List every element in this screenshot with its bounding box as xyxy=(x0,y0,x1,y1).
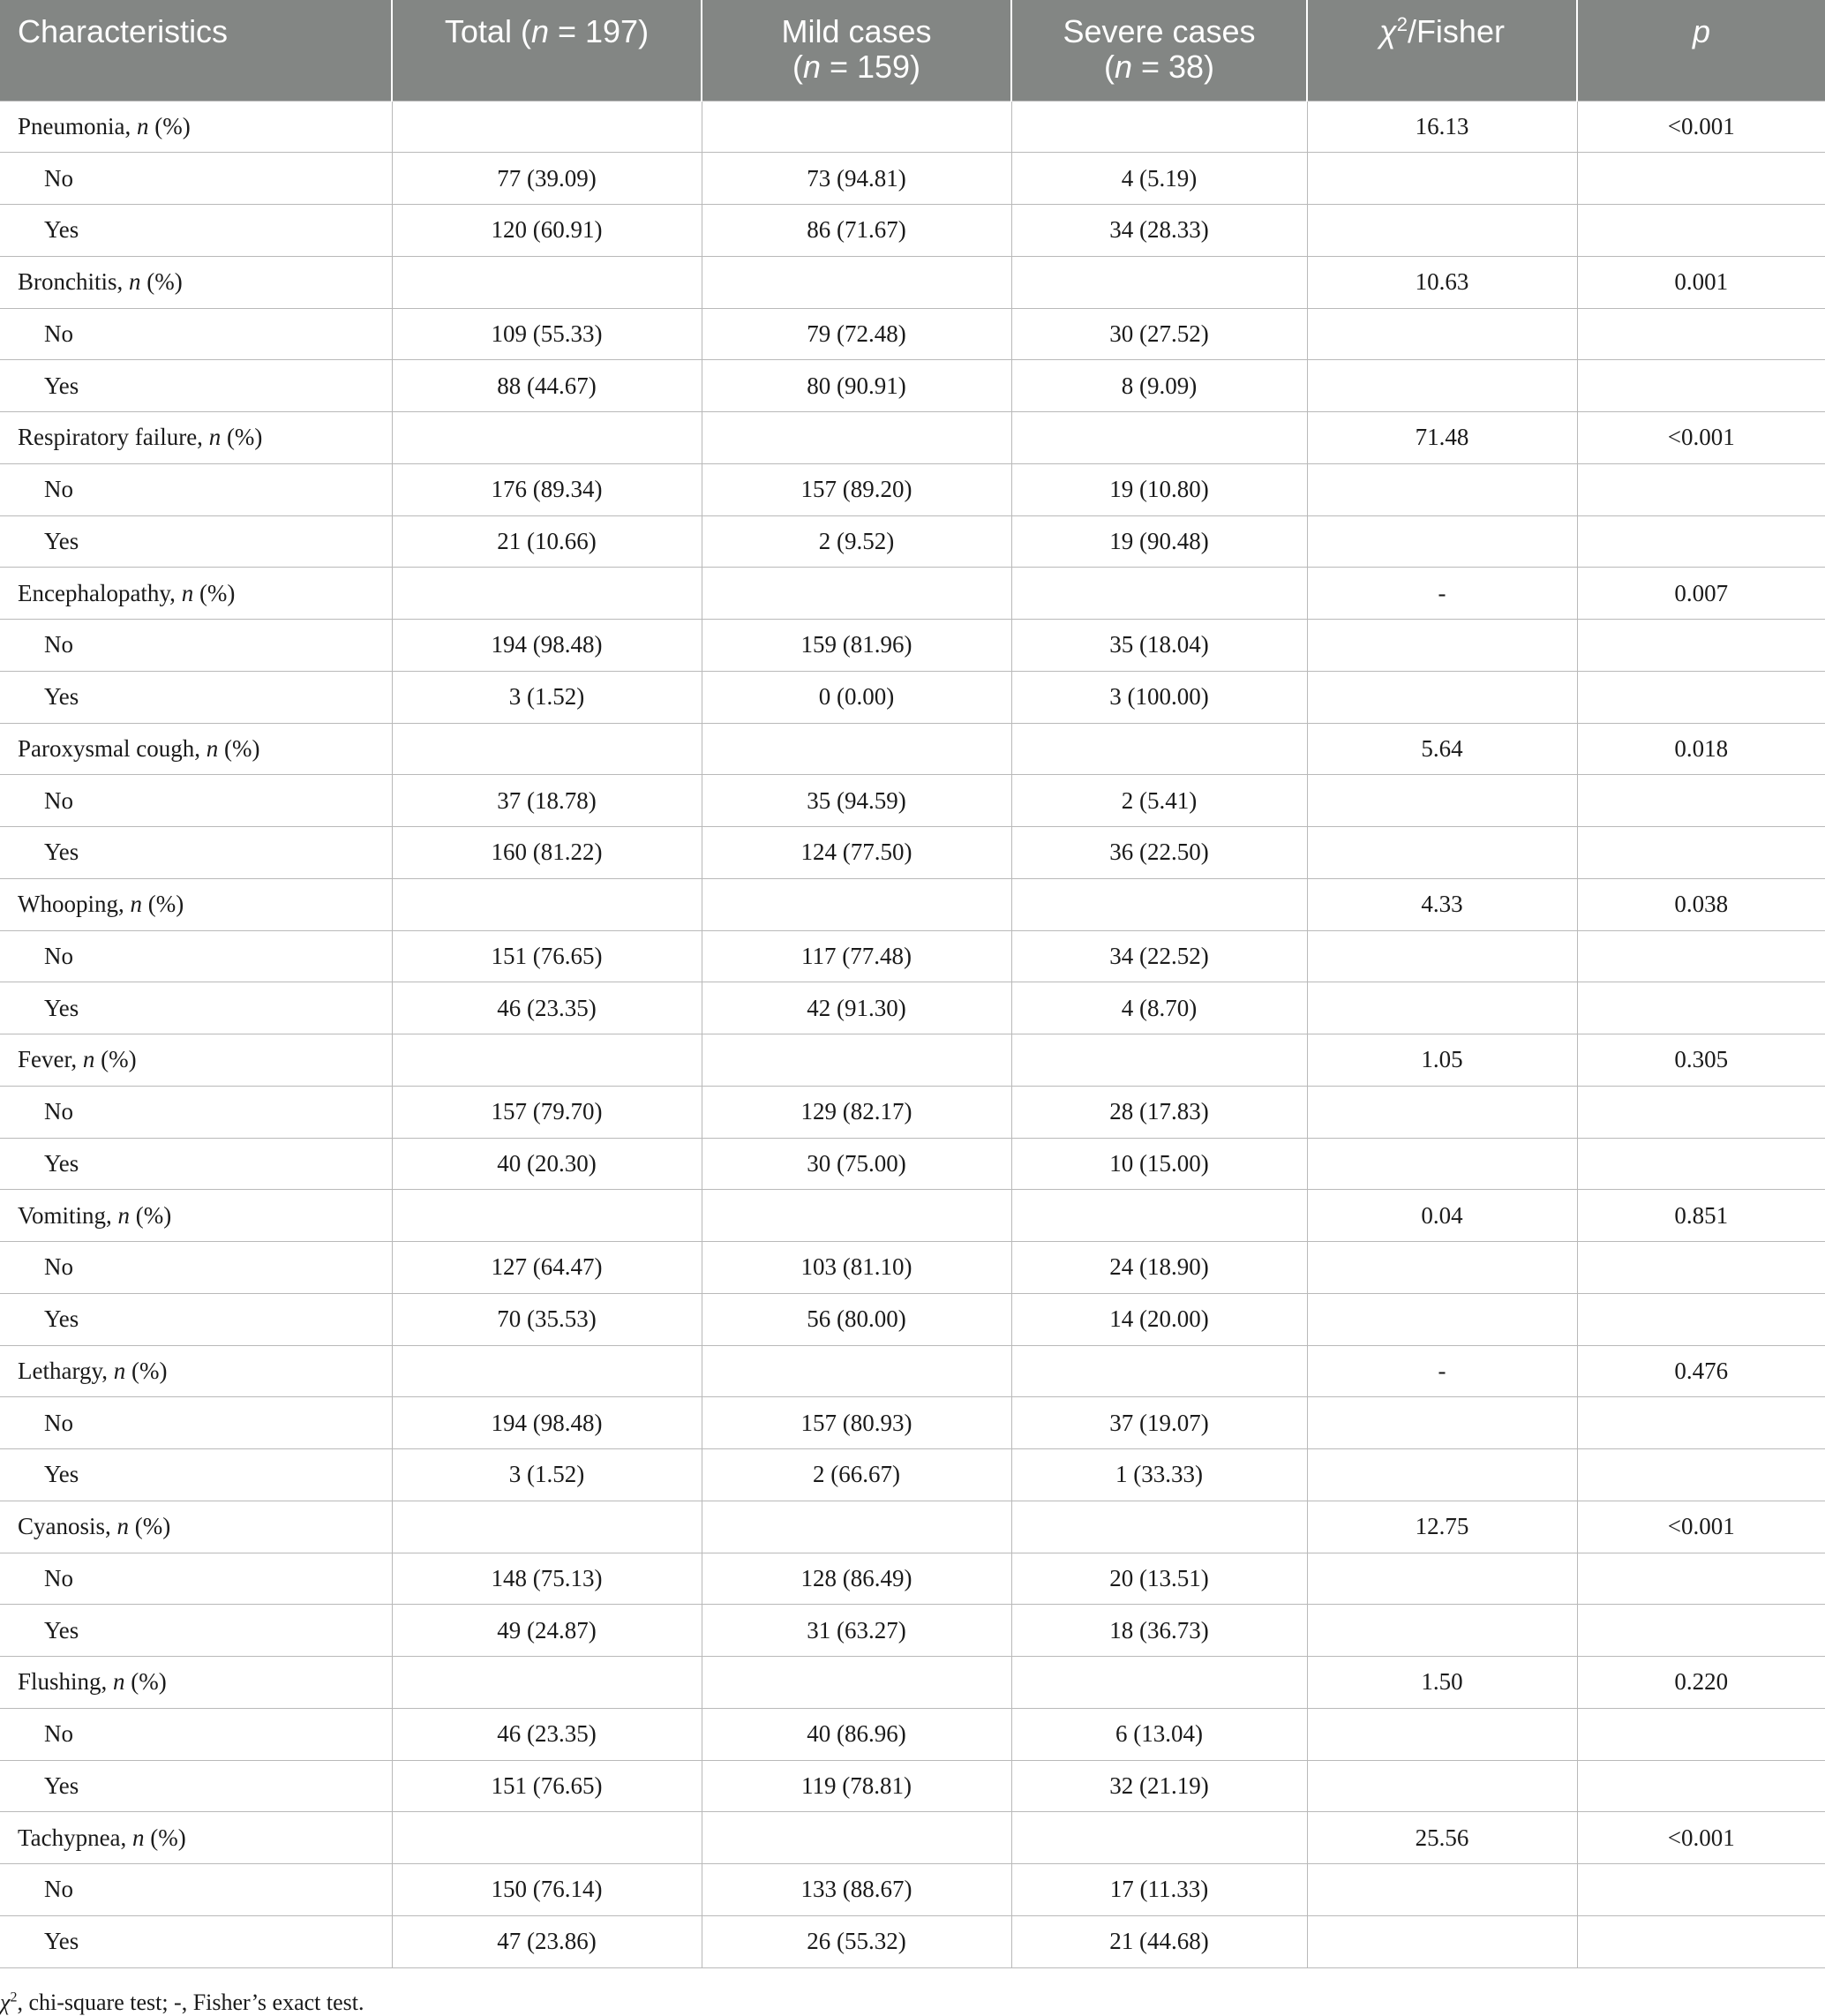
test-statistic-cell xyxy=(1307,1708,1577,1760)
total-cell: 21 (10.66) xyxy=(392,515,702,568)
total-cell xyxy=(392,256,702,308)
group-row xyxy=(0,568,1825,620)
test-statistic-cell: 25.56 xyxy=(1307,1812,1577,1864)
total-cell: 160 (81.22) xyxy=(392,827,702,879)
severe-cell xyxy=(1011,568,1307,620)
severe-cell: 19 (90.48) xyxy=(1011,515,1307,568)
table-row xyxy=(0,360,1825,412)
mild-cell: 30 (75.00) xyxy=(702,1138,1011,1190)
p-value-cell xyxy=(1577,515,1825,568)
table-row xyxy=(0,620,1825,672)
test-statistic-cell xyxy=(1307,1864,1577,1916)
total-cell xyxy=(392,723,702,775)
table-row xyxy=(0,930,1825,982)
group-row xyxy=(0,1190,1825,1242)
p-value-cell xyxy=(1577,205,1825,257)
table-header xyxy=(0,0,1825,101)
total-cell: 40 (20.30) xyxy=(392,1138,702,1190)
p-value-cell xyxy=(1577,1397,1825,1449)
severe-cell: 32 (21.19) xyxy=(1011,1760,1307,1812)
test-statistic-cell xyxy=(1307,827,1577,879)
total-cell: 151 (76.65) xyxy=(392,930,702,982)
mild-cell: 128 (86.49) xyxy=(702,1553,1011,1605)
p-value-cell: <0.001 xyxy=(1577,412,1825,464)
p-value-cell xyxy=(1577,153,1825,205)
total-cell xyxy=(392,568,702,620)
p-value-cell: <0.001 xyxy=(1577,1812,1825,1864)
mild-cell: 2 (66.67) xyxy=(702,1449,1011,1501)
group-row xyxy=(0,412,1825,464)
test-statistic-cell xyxy=(1307,775,1577,827)
header-p-value: p xyxy=(1577,0,1825,101)
total-cell: 109 (55.33) xyxy=(392,308,702,360)
test-statistic-cell: - xyxy=(1307,568,1577,620)
total-cell: 37 (18.78) xyxy=(392,775,702,827)
test-statistic-cell xyxy=(1307,1605,1577,1657)
header-mild-cases: Mild cases (n = 159) xyxy=(702,0,1011,101)
p-value-cell: 0.476 xyxy=(1577,1345,1825,1397)
severe-cell xyxy=(1011,412,1307,464)
table-row xyxy=(0,515,1825,568)
test-statistic-cell: - xyxy=(1307,1345,1577,1397)
table-body xyxy=(0,101,1825,1967)
table-row xyxy=(0,1864,1825,1916)
mild-cell xyxy=(702,1190,1011,1242)
test-statistic-cell: 16.13 xyxy=(1307,101,1577,153)
row-label: No xyxy=(0,308,392,360)
group-row xyxy=(0,878,1825,930)
test-statistic-cell xyxy=(1307,1760,1577,1812)
mild-cell: 157 (89.20) xyxy=(702,463,1011,515)
mild-cell: 0 (0.00) xyxy=(702,671,1011,723)
p-value-cell xyxy=(1577,308,1825,360)
total-cell: 194 (98.48) xyxy=(392,620,702,672)
group-label: Respiratory failure, n (%) xyxy=(0,412,392,464)
total-cell: 120 (60.91) xyxy=(392,205,702,257)
group-row xyxy=(0,256,1825,308)
p-value-cell xyxy=(1577,827,1825,879)
row-label: No xyxy=(0,1864,392,1916)
row-label: No xyxy=(0,775,392,827)
test-statistic-cell: 4.33 xyxy=(1307,878,1577,930)
test-statistic-cell: 1.50 xyxy=(1307,1657,1577,1709)
table-footnote: $\chi^2$, chi-square test; -, Fisher’s exact test. xyxy=(0,1990,364,2015)
severe-cell xyxy=(1011,1812,1307,1864)
header-row xyxy=(0,0,1825,101)
total-cell: 157 (79.70) xyxy=(392,1086,702,1138)
row-label: No xyxy=(0,1397,392,1449)
total-cell xyxy=(392,1190,702,1242)
mild-cell xyxy=(702,723,1011,775)
group-label: Vomiting, n (%) xyxy=(0,1190,392,1242)
severe-cell: 37 (19.07) xyxy=(1011,1397,1307,1449)
total-cell xyxy=(392,1657,702,1709)
total-cell: 127 (64.47) xyxy=(392,1242,702,1294)
severe-cell: 18 (36.73) xyxy=(1011,1605,1307,1657)
row-label: No xyxy=(0,620,392,672)
p-value-cell xyxy=(1577,1242,1825,1294)
table-row xyxy=(0,1086,1825,1138)
total-cell xyxy=(392,101,702,153)
group-label: Flushing, n (%) xyxy=(0,1657,392,1709)
p-value-cell xyxy=(1577,1553,1825,1605)
header-severe-cases: Severe cases (n = 38) xyxy=(1011,0,1307,101)
row-label: Yes xyxy=(0,982,392,1034)
row-label: Yes xyxy=(0,1605,392,1657)
p-value-cell: 0.007 xyxy=(1577,568,1825,620)
total-cell: 3 (1.52) xyxy=(392,1449,702,1501)
group-label: Lethargy, n (%) xyxy=(0,1345,392,1397)
mild-cell: 80 (90.91) xyxy=(702,360,1011,412)
test-statistic-cell: 0.04 xyxy=(1307,1190,1577,1242)
total-cell: 194 (98.48) xyxy=(392,1397,702,1449)
test-statistic-cell xyxy=(1307,308,1577,360)
total-cell xyxy=(392,878,702,930)
total-cell: 3 (1.52) xyxy=(392,671,702,723)
table-row xyxy=(0,463,1825,515)
header-test-statistic: $\chi^2$/Fisher xyxy=(1307,0,1577,101)
mild-cell: 26 (55.32) xyxy=(702,1915,1011,1967)
severe-cell: 36 (22.50) xyxy=(1011,827,1307,879)
total-cell xyxy=(392,1812,702,1864)
p-value-cell xyxy=(1577,982,1825,1034)
test-statistic-cell xyxy=(1307,1915,1577,1967)
table-row xyxy=(0,775,1825,827)
row-label: Yes xyxy=(0,515,392,568)
table-row xyxy=(0,1293,1825,1345)
table-row xyxy=(0,1915,1825,1967)
mild-cell xyxy=(702,1657,1011,1709)
row-label: No xyxy=(0,930,392,982)
total-cell: 46 (23.35) xyxy=(392,982,702,1034)
group-row xyxy=(0,101,1825,153)
mild-cell: 157 (80.93) xyxy=(702,1397,1011,1449)
group-label: Bronchitis, n (%) xyxy=(0,256,392,308)
total-cell: 77 (39.09) xyxy=(392,153,702,205)
p-value-cell xyxy=(1577,775,1825,827)
mild-cell: 133 (88.67) xyxy=(702,1864,1011,1916)
row-label: Yes xyxy=(0,1293,392,1345)
severe-cell: 30 (27.52) xyxy=(1011,308,1307,360)
mild-cell: 117 (77.48) xyxy=(702,930,1011,982)
total-cell: 70 (35.53) xyxy=(392,1293,702,1345)
severe-cell: 14 (20.00) xyxy=(1011,1293,1307,1345)
total-cell: 176 (89.34) xyxy=(392,463,702,515)
severe-cell xyxy=(1011,1034,1307,1087)
mild-cell xyxy=(702,412,1011,464)
mild-cell: 86 (71.67) xyxy=(702,205,1011,257)
p-value-cell: 0.001 xyxy=(1577,256,1825,308)
p-value-cell xyxy=(1577,1864,1825,1916)
mild-cell xyxy=(702,1501,1011,1553)
mild-cell: 35 (94.59) xyxy=(702,775,1011,827)
mild-cell: 129 (82.17) xyxy=(702,1086,1011,1138)
mild-cell xyxy=(702,878,1011,930)
row-label: Yes xyxy=(0,205,392,257)
severe-cell xyxy=(1011,1345,1307,1397)
mild-cell: 40 (86.96) xyxy=(702,1708,1011,1760)
p-value-cell xyxy=(1577,1915,1825,1967)
group-label: Tachypnea, n (%) xyxy=(0,1812,392,1864)
group-label: Whooping, n (%) xyxy=(0,878,392,930)
test-statistic-cell xyxy=(1307,1397,1577,1449)
test-statistic-cell xyxy=(1307,1293,1577,1345)
group-label: Encephalopathy, n (%) xyxy=(0,568,392,620)
mild-cell: 119 (78.81) xyxy=(702,1760,1011,1812)
group-label: Pneumonia, n (%) xyxy=(0,101,392,153)
p-value-cell xyxy=(1577,1293,1825,1345)
mild-cell xyxy=(702,101,1011,153)
severe-cell: 20 (13.51) xyxy=(1011,1553,1307,1605)
severe-cell: 1 (33.33) xyxy=(1011,1449,1307,1501)
table-row xyxy=(0,671,1825,723)
test-statistic-cell xyxy=(1307,1449,1577,1501)
p-value-cell xyxy=(1577,463,1825,515)
mild-cell: 56 (80.00) xyxy=(702,1293,1011,1345)
table-row xyxy=(0,1605,1825,1657)
row-label: No xyxy=(0,153,392,205)
p-value-cell: <0.001 xyxy=(1577,1501,1825,1553)
row-label: Yes xyxy=(0,1915,392,1967)
severe-cell: 34 (22.52) xyxy=(1011,930,1307,982)
total-cell: 148 (75.13) xyxy=(392,1553,702,1605)
mild-cell: 2 (9.52) xyxy=(702,515,1011,568)
p-value-cell xyxy=(1577,1138,1825,1190)
row-label: Yes xyxy=(0,1760,392,1812)
mild-cell xyxy=(702,1034,1011,1087)
total-cell: 150 (76.14) xyxy=(392,1864,702,1916)
severe-cell: 35 (18.04) xyxy=(1011,620,1307,672)
severe-cell xyxy=(1011,1657,1307,1709)
group-row xyxy=(0,723,1825,775)
mild-cell xyxy=(702,256,1011,308)
header-characteristics: Characteristics xyxy=(0,0,392,101)
mild-cell xyxy=(702,568,1011,620)
test-statistic-cell: 1.05 xyxy=(1307,1034,1577,1087)
row-label: Yes xyxy=(0,1449,392,1501)
total-cell xyxy=(392,412,702,464)
severe-cell: 34 (28.33) xyxy=(1011,205,1307,257)
severe-cell: 4 (8.70) xyxy=(1011,982,1307,1034)
group-row xyxy=(0,1501,1825,1553)
p-value-cell xyxy=(1577,620,1825,672)
test-statistic-cell xyxy=(1307,1086,1577,1138)
row-label: Yes xyxy=(0,1138,392,1190)
total-cell xyxy=(392,1345,702,1397)
total-cell: 88 (44.67) xyxy=(392,360,702,412)
severe-cell: 6 (13.04) xyxy=(1011,1708,1307,1760)
test-statistic-cell xyxy=(1307,463,1577,515)
p-value-cell xyxy=(1577,1708,1825,1760)
total-cell xyxy=(392,1034,702,1087)
row-label: Yes xyxy=(0,360,392,412)
row-label: No xyxy=(0,1708,392,1760)
total-cell: 151 (76.65) xyxy=(392,1760,702,1812)
test-statistic-cell xyxy=(1307,360,1577,412)
severe-cell xyxy=(1011,878,1307,930)
p-value-cell: 0.038 xyxy=(1577,878,1825,930)
test-statistic-cell xyxy=(1307,671,1577,723)
row-label: No xyxy=(0,1553,392,1605)
mild-cell xyxy=(702,1812,1011,1864)
table-row xyxy=(0,1708,1825,1760)
p-value-cell xyxy=(1577,1449,1825,1501)
mild-cell: 103 (81.10) xyxy=(702,1242,1011,1294)
test-statistic-cell xyxy=(1307,982,1577,1034)
total-cell: 49 (24.87) xyxy=(392,1605,702,1657)
severe-cell xyxy=(1011,256,1307,308)
test-statistic-cell xyxy=(1307,205,1577,257)
table-row xyxy=(0,205,1825,257)
p-value-cell: 0.018 xyxy=(1577,723,1825,775)
severe-cell: 19 (10.80) xyxy=(1011,463,1307,515)
mild-cell: 124 (77.50) xyxy=(702,827,1011,879)
test-statistic-cell xyxy=(1307,1138,1577,1190)
p-value-cell xyxy=(1577,1605,1825,1657)
test-statistic-cell xyxy=(1307,1553,1577,1605)
severe-cell: 3 (100.00) xyxy=(1011,671,1307,723)
p-value-cell xyxy=(1577,360,1825,412)
mild-cell: 79 (72.48) xyxy=(702,308,1011,360)
test-statistic-cell xyxy=(1307,930,1577,982)
test-statistic-cell xyxy=(1307,620,1577,672)
severe-cell: 4 (5.19) xyxy=(1011,153,1307,205)
table-row xyxy=(0,982,1825,1034)
mild-cell: 159 (81.96) xyxy=(702,620,1011,672)
mild-cell: 31 (63.27) xyxy=(702,1605,1011,1657)
p-value-cell: 0.305 xyxy=(1577,1034,1825,1087)
test-statistic-cell: 5.64 xyxy=(1307,723,1577,775)
row-label: No xyxy=(0,1086,392,1138)
p-value-cell xyxy=(1577,930,1825,982)
test-statistic-cell xyxy=(1307,153,1577,205)
severe-cell: 24 (18.90) xyxy=(1011,1242,1307,1294)
test-statistic-cell xyxy=(1307,515,1577,568)
table-row xyxy=(0,308,1825,360)
group-row xyxy=(0,1812,1825,1864)
total-cell xyxy=(392,1501,702,1553)
test-statistic-cell: 71.48 xyxy=(1307,412,1577,464)
mild-cell: 73 (94.81) xyxy=(702,153,1011,205)
severe-cell: 10 (15.00) xyxy=(1011,1138,1307,1190)
p-value-cell: 0.220 xyxy=(1577,1657,1825,1709)
table-row xyxy=(0,1449,1825,1501)
severe-cell xyxy=(1011,101,1307,153)
severe-cell: 17 (11.33) xyxy=(1011,1864,1307,1916)
group-row xyxy=(0,1657,1825,1709)
mild-cell xyxy=(702,1345,1011,1397)
p-value-cell: 0.851 xyxy=(1577,1190,1825,1242)
severe-cell: 2 (5.41) xyxy=(1011,775,1307,827)
mild-cell: 42 (91.30) xyxy=(702,982,1011,1034)
p-value-cell xyxy=(1577,1760,1825,1812)
table-row xyxy=(0,1760,1825,1812)
group-label: Paroxysmal cough, n (%) xyxy=(0,723,392,775)
row-label: No xyxy=(0,1242,392,1294)
group-label: Fever, n (%) xyxy=(0,1034,392,1087)
group-row xyxy=(0,1034,1825,1087)
row-label: Yes xyxy=(0,671,392,723)
table-row xyxy=(0,153,1825,205)
group-row xyxy=(0,1345,1825,1397)
severe-cell xyxy=(1011,1501,1307,1553)
group-label: Cyanosis, n (%) xyxy=(0,1501,392,1553)
total-cell: 47 (23.86) xyxy=(392,1915,702,1967)
table-row xyxy=(0,1242,1825,1294)
severe-cell: 28 (17.83) xyxy=(1011,1086,1307,1138)
table-row xyxy=(0,1138,1825,1190)
severe-cell xyxy=(1011,1190,1307,1242)
test-statistic-cell: 10.63 xyxy=(1307,256,1577,308)
test-statistic-cell: 12.75 xyxy=(1307,1501,1577,1553)
row-label: No xyxy=(0,463,392,515)
p-value-cell xyxy=(1577,1086,1825,1138)
total-cell: 46 (23.35) xyxy=(392,1708,702,1760)
test-statistic-cell xyxy=(1307,1242,1577,1294)
table-row xyxy=(0,827,1825,879)
table-row xyxy=(0,1553,1825,1605)
row-label: Yes xyxy=(0,827,392,879)
table-row xyxy=(0,1397,1825,1449)
severe-cell: 21 (44.68) xyxy=(1011,1915,1307,1967)
header-total: Total (n = 197) xyxy=(392,0,702,101)
p-value-cell: <0.001 xyxy=(1577,101,1825,153)
severe-cell: 8 (9.09) xyxy=(1011,360,1307,412)
severe-cell xyxy=(1011,723,1307,775)
p-value-cell xyxy=(1577,671,1825,723)
